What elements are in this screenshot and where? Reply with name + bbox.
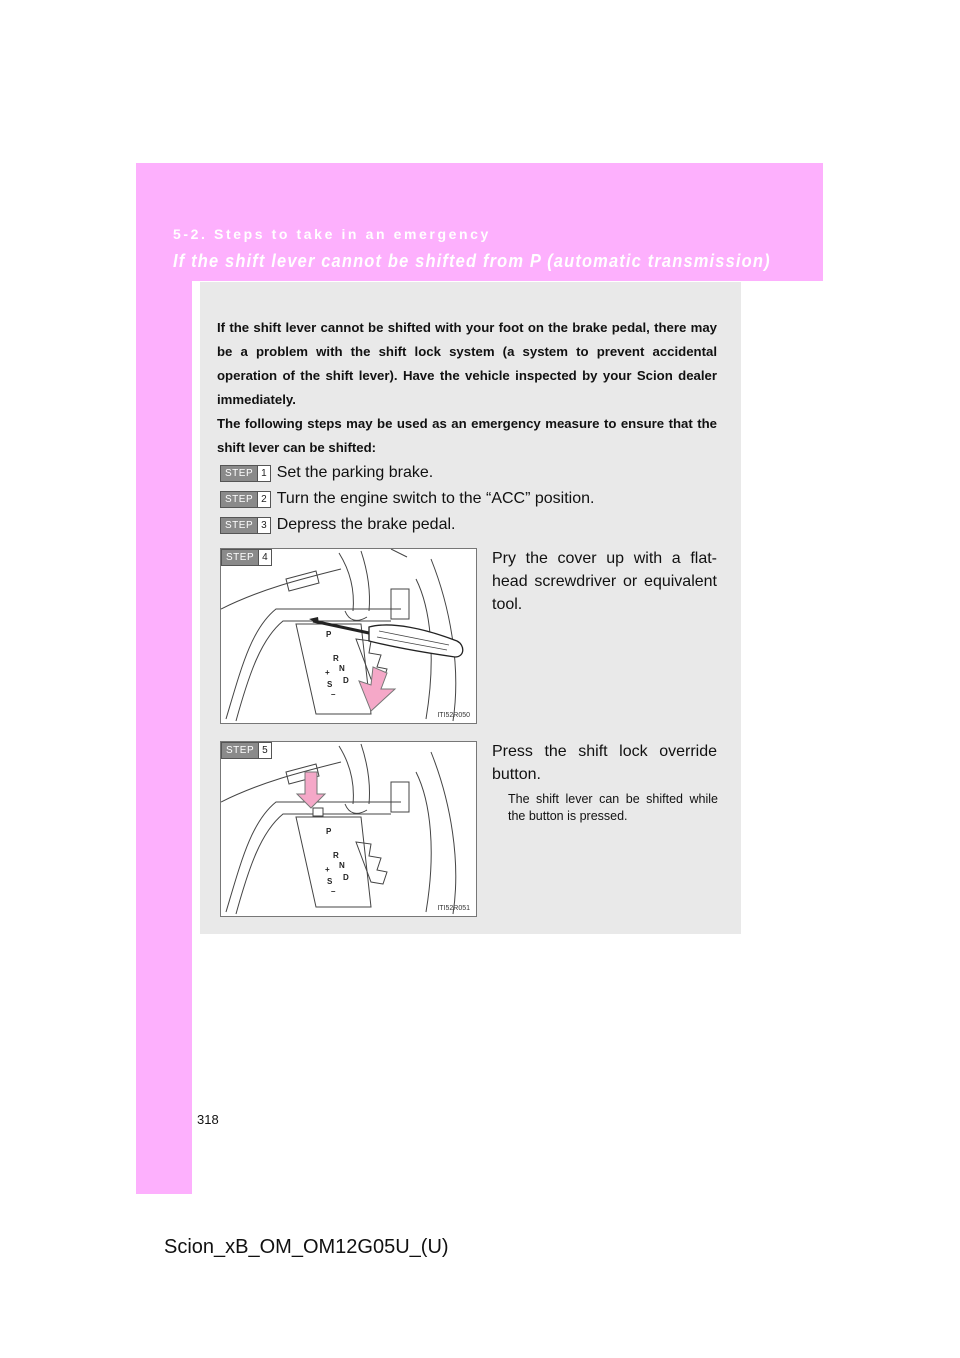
figure-code: ITI52R051 bbox=[437, 905, 470, 912]
gear-label-p: P bbox=[326, 630, 332, 639]
step-4-figure bbox=[220, 548, 477, 724]
intro-text bbox=[217, 316, 717, 460]
footer-document-code: Scion_xB_OM_OM12G05U_(U) bbox=[164, 1236, 449, 1258]
press-direction-arrow-icon bbox=[297, 772, 325, 808]
gear-label-s: S bbox=[327, 680, 333, 689]
step-text: Set the parking brake. bbox=[276, 464, 434, 481]
step-text: Depress the brake pedal. bbox=[276, 516, 456, 533]
gear-position-labels bbox=[325, 630, 349, 699]
step-3 bbox=[220, 514, 455, 536]
gear-label-s: S bbox=[327, 877, 333, 886]
figure-code: ITI52R050 bbox=[437, 712, 470, 719]
step-5-figure bbox=[220, 741, 477, 917]
step-badge bbox=[221, 549, 272, 566]
step-1 bbox=[220, 462, 433, 484]
section-label: 5-2. Steps to take in an emergency bbox=[173, 226, 491, 242]
step-badge-word: STEP bbox=[222, 743, 258, 758]
step-badge-word: STEP bbox=[222, 550, 258, 565]
shift-lock-override-illustration bbox=[221, 742, 476, 916]
step-5-text: Press the shift lock override button. bbox=[492, 743, 717, 783]
page-number: 318 bbox=[197, 1112, 219, 1127]
step-badge-number: 4 bbox=[258, 550, 271, 565]
screwdriver-icon bbox=[309, 617, 463, 657]
pry-direction-arrow-icon bbox=[359, 667, 395, 711]
gear-label-plus: + bbox=[325, 668, 330, 677]
step-badge bbox=[221, 742, 272, 759]
gear-label-n: N bbox=[339, 664, 345, 673]
step-badge-number: 5 bbox=[258, 743, 271, 758]
gear-label-plus: + bbox=[325, 865, 330, 874]
gear-label-minus: – bbox=[331, 887, 336, 896]
step-badge-number: 1 bbox=[257, 466, 270, 481]
step-2 bbox=[220, 488, 594, 510]
step-badge bbox=[220, 465, 271, 482]
gear-label-p: P bbox=[326, 827, 332, 836]
gear-label-n: N bbox=[339, 861, 345, 870]
step-text: Turn the engine switch to the “ACC” position. bbox=[276, 490, 595, 507]
chapter-side-band bbox=[136, 163, 192, 1194]
step-badge bbox=[220, 491, 271, 508]
gear-position-labels bbox=[325, 827, 349, 896]
section-title: If the shift lever cannot be shifted from P (automatic transmission) bbox=[173, 250, 771, 271]
step-badge-word: STEP bbox=[221, 492, 257, 507]
gear-label-r: R bbox=[333, 654, 339, 663]
gear-label-d: D bbox=[343, 676, 349, 685]
intro-paragraph-2: The following steps may be used as an emergency measure to ensure that the shift lever can be shifted: bbox=[217, 416, 717, 455]
step-badge-number: 3 bbox=[257, 518, 270, 533]
step-badge-word: STEP bbox=[221, 466, 257, 481]
gear-label-r: R bbox=[333, 851, 339, 860]
intro-paragraph-1: If the shift lever cannot be shifted with your foot on the brake pedal, there may be a problem with the shift lock system (a system to prevent accidental operation of the shift lever). Have the vehicle inspected by your Scion dealer immediately. bbox=[217, 320, 717, 407]
shift-console-screwdriver-illustration bbox=[221, 549, 476, 723]
step-badge-word: STEP bbox=[221, 518, 257, 533]
step-badge bbox=[220, 517, 271, 534]
gear-label-d: D bbox=[343, 873, 349, 882]
step-4-text: Pry the cover up with a flat-head screwdriver or equivalent tool. bbox=[492, 550, 717, 613]
gear-label-minus: – bbox=[331, 690, 336, 699]
step-badge-number: 2 bbox=[257, 492, 270, 507]
step-5-note: The shift lever can be shifted while the button is pressed. bbox=[508, 792, 718, 823]
